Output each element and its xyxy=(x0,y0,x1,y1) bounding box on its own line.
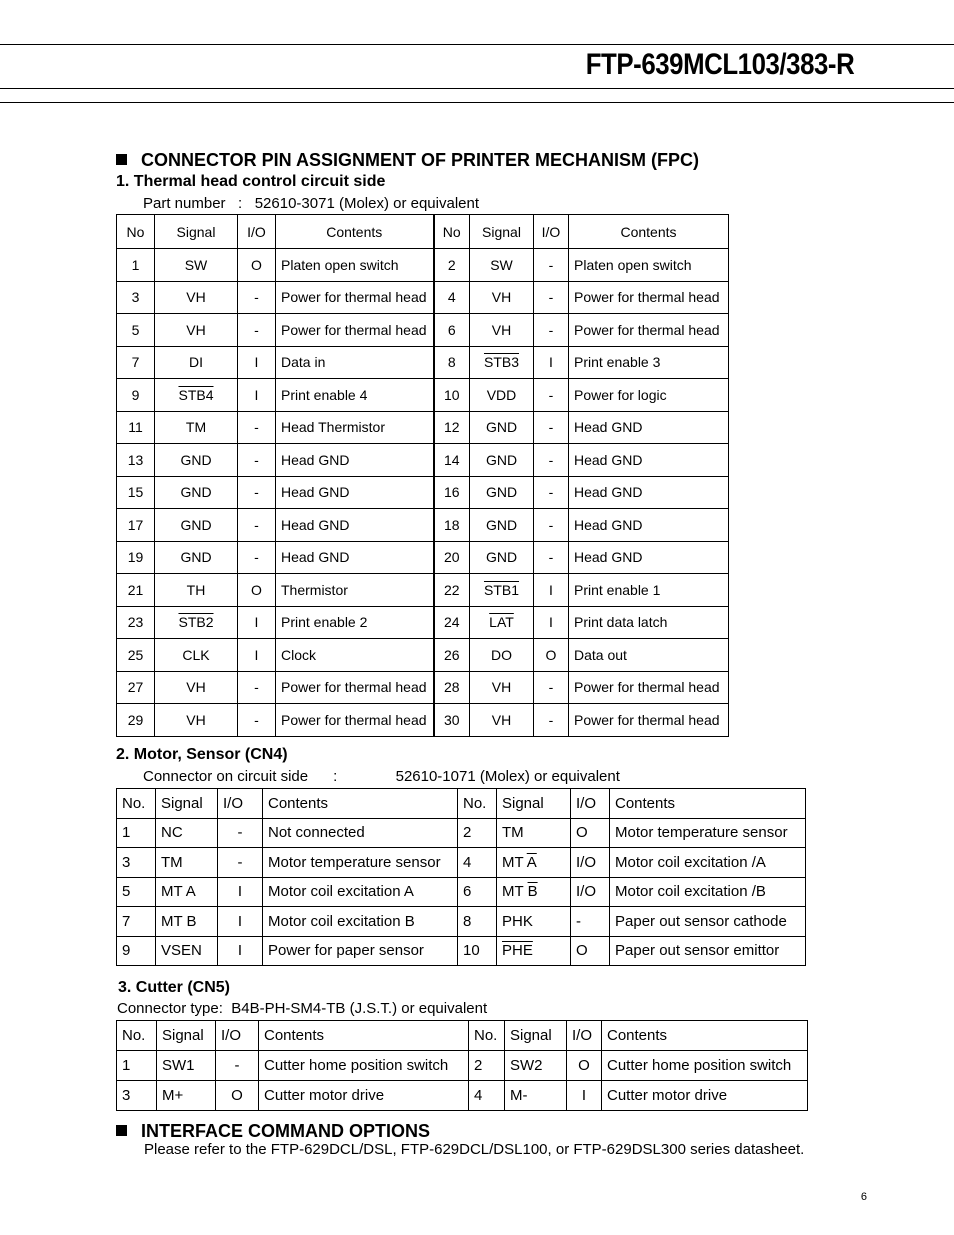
bullet-square-icon xyxy=(116,1125,127,1136)
table-cell: 16 xyxy=(434,476,470,509)
table-cell: I xyxy=(534,346,569,379)
table-cell: - xyxy=(238,444,276,477)
bullet-square-icon xyxy=(116,154,127,165)
table-cell: 5 xyxy=(117,314,155,347)
table-cell: Power for paper sensor xyxy=(263,936,458,966)
section-title: CONNECTOR PIN ASSIGNMENT OF PRINTER MECHANISM (FPC) xyxy=(141,150,700,170)
header-cell: No xyxy=(434,215,470,249)
table-row xyxy=(117,541,729,574)
table-cell: - xyxy=(571,907,610,937)
table-cell: Not connected xyxy=(263,818,458,848)
table-cell: - xyxy=(238,411,276,444)
table-cell: 2 xyxy=(469,1051,505,1081)
table-row xyxy=(117,606,729,639)
table-cell: Cutter motor drive xyxy=(259,1081,469,1111)
table-cell: - xyxy=(534,411,569,444)
table-cell: - xyxy=(218,848,263,878)
table-cell: VSEN xyxy=(156,936,218,966)
table-cell: VH xyxy=(470,281,534,314)
subheading-cutter: 3. Cutter (CN5) xyxy=(118,979,231,996)
table-cell: - xyxy=(534,281,569,314)
connector-note: Connector on circuit side : 52610-1071 (Molex) or equivalent xyxy=(143,768,620,785)
header-cell: No xyxy=(117,215,155,249)
table-cell: - xyxy=(238,541,276,574)
table-cell: I xyxy=(534,574,569,607)
table-cell: 28 xyxy=(434,671,470,704)
table-cell: 7 xyxy=(117,346,155,379)
table-cell: - xyxy=(534,541,569,574)
table-cell: I xyxy=(238,346,276,379)
table-cell xyxy=(155,606,238,639)
table-cell: 24 xyxy=(434,606,470,639)
header-rule-bottom xyxy=(0,102,954,103)
table-cell xyxy=(155,379,238,412)
table-cell: 21 xyxy=(117,574,155,607)
table-cell: Print enable 1 xyxy=(569,574,729,607)
table-cell xyxy=(470,574,534,607)
subheading-thermal-head: 1. Thermal head control circuit side xyxy=(116,173,386,190)
table-cell: Print enable 3 xyxy=(569,346,729,379)
table-row xyxy=(117,411,729,444)
table-cell: Power for thermal head xyxy=(569,704,729,737)
table-cell: 23 xyxy=(117,606,155,639)
header-cell: I/O xyxy=(571,789,610,819)
table-cell: - xyxy=(238,314,276,347)
table-cell: - xyxy=(534,671,569,704)
table-cell: 11 xyxy=(117,411,155,444)
header-cell: No. xyxy=(117,789,156,819)
table-cell: Head GND xyxy=(276,509,434,542)
table-row xyxy=(117,476,729,509)
table-row xyxy=(117,818,806,848)
table-cell: GND xyxy=(470,411,534,444)
thermal-head-pin-table xyxy=(116,214,729,737)
table-cell: 6 xyxy=(434,314,470,347)
table-cell: 14 xyxy=(434,444,470,477)
table-cell: 18 xyxy=(434,509,470,542)
table-cell: 4 xyxy=(434,281,470,314)
table-cell: VH xyxy=(155,281,238,314)
table-cell: 8 xyxy=(458,907,497,937)
table-cell: VH xyxy=(470,704,534,737)
table-cell: GND xyxy=(155,476,238,509)
table-cell: Print enable 2 xyxy=(276,606,434,639)
table-cell: DI xyxy=(155,346,238,379)
table-cell: VH xyxy=(470,671,534,704)
table-cell: O xyxy=(216,1081,259,1111)
table-cell: PHK xyxy=(497,907,571,937)
table-cell: Motor coil excitation A xyxy=(263,877,458,907)
overline-signal: $\overline{LAT}$ xyxy=(489,614,514,631)
header-cell: I/O xyxy=(218,789,263,819)
table-cell: 19 xyxy=(117,541,155,574)
table-cell: Head GND xyxy=(276,476,434,509)
table-row xyxy=(117,249,729,282)
table-cell: Power for thermal head xyxy=(569,281,729,314)
table-cell: O xyxy=(567,1051,602,1081)
table-cell: CLK xyxy=(155,639,238,672)
header-cell: No. xyxy=(117,1021,157,1051)
table-cell: SW2 xyxy=(505,1051,567,1081)
table-cell: GND xyxy=(155,541,238,574)
table-cell xyxy=(470,606,534,639)
table-row xyxy=(117,936,806,966)
header-cell: Contents xyxy=(610,789,806,819)
table-cell: O xyxy=(571,818,610,848)
table-row xyxy=(117,281,729,314)
header-cell: Signal xyxy=(156,789,218,819)
table-cell: - xyxy=(238,704,276,737)
table-row xyxy=(117,379,729,412)
table-cell: I xyxy=(534,606,569,639)
table-row xyxy=(117,848,806,878)
header-cell: Contents xyxy=(569,215,729,249)
table-row xyxy=(117,704,729,737)
table-header-row xyxy=(117,1021,808,1051)
table-cell: Motor coil excitation /A xyxy=(610,848,806,878)
table-cell: I/O xyxy=(571,848,610,878)
table-cell: TM xyxy=(497,818,571,848)
section-title: INTERFACE COMMAND OPTIONS xyxy=(141,1121,431,1141)
table-cell: 3 xyxy=(117,281,155,314)
header-cell: Contents xyxy=(602,1021,808,1051)
header-rule-middle xyxy=(0,88,954,89)
table-cell: Head Thermistor xyxy=(276,411,434,444)
table-cell: GND xyxy=(155,444,238,477)
table-header-row xyxy=(117,789,806,819)
table-cell: Platen open switch xyxy=(569,249,729,282)
header-cell: I/O xyxy=(216,1021,259,1051)
table-cell: SW xyxy=(470,249,534,282)
table-cell: I xyxy=(218,877,263,907)
table-cell: SW xyxy=(155,249,238,282)
table-cell: - xyxy=(238,671,276,704)
table-cell: Paper out sensor cathode xyxy=(610,907,806,937)
table-cell: Power for thermal head xyxy=(276,281,434,314)
cutter-pin-table xyxy=(116,1020,808,1111)
table-cell: GND xyxy=(470,541,534,574)
table-cell: - xyxy=(534,249,569,282)
table-cell: I xyxy=(238,639,276,672)
table-cell: 4 xyxy=(458,848,497,878)
table-cell: 2 xyxy=(458,818,497,848)
table-cell: Head GND xyxy=(276,444,434,477)
table-cell: Motor coil excitation /B xyxy=(610,877,806,907)
motor-sensor-pin-table xyxy=(116,788,806,966)
overline-signal: STB4 xyxy=(178,386,214,403)
table-cell: 8 xyxy=(434,346,470,379)
table-cell: Motor temperature sensor xyxy=(263,848,458,878)
table-cell: M- xyxy=(505,1081,567,1111)
table-cell: 17 xyxy=(117,509,155,542)
overline-signal: $\overline{A}$ xyxy=(526,853,537,871)
table-cell: Data in xyxy=(276,346,434,379)
table-cell: 26 xyxy=(434,639,470,672)
table-cell: - xyxy=(534,314,569,347)
table-cell: I xyxy=(218,936,263,966)
table-cell: Thermistor xyxy=(276,574,434,607)
table-cell: 10 xyxy=(434,379,470,412)
table-cell: Power for thermal head xyxy=(276,314,434,347)
subheading-motor-sensor: 2. Motor, Sensor (CN4) xyxy=(116,746,288,763)
table-cell: 5 xyxy=(117,877,156,907)
table-cell: TM xyxy=(155,411,238,444)
header-rule-top xyxy=(0,44,954,45)
table-cell: Head GND xyxy=(569,509,729,542)
table-cell: - xyxy=(238,509,276,542)
table-cell: 1 xyxy=(117,249,155,282)
table-cell: - xyxy=(534,704,569,737)
header-cell: Contents xyxy=(276,215,434,249)
table-cell: MT B xyxy=(156,907,218,937)
part-number-note: Part number : 52610-3071 (Molex) or equivalent xyxy=(143,195,480,212)
table-cell: I/O xyxy=(571,877,610,907)
table-cell xyxy=(470,346,534,379)
table-cell: - xyxy=(534,444,569,477)
table-cell: Print data latch xyxy=(569,606,729,639)
table-cell xyxy=(497,936,571,966)
table-row xyxy=(117,509,729,542)
header-cell: Signal xyxy=(470,215,534,249)
table-cell: GND xyxy=(155,509,238,542)
section-heading-connector xyxy=(116,150,699,171)
header-cell: I/O xyxy=(567,1021,602,1051)
table-row xyxy=(117,1081,808,1111)
connector-type-note: Connector type: B4B-PH-SM4-TB (J.S.T.) or equivalent xyxy=(117,1000,488,1017)
table-row xyxy=(117,907,806,937)
table-cell: - xyxy=(534,509,569,542)
table-cell: 7 xyxy=(117,907,156,937)
table-cell: Cutter motor drive xyxy=(602,1081,808,1111)
table-cell: Power for thermal head xyxy=(276,671,434,704)
table-cell: 22 xyxy=(434,574,470,607)
table-cell: - xyxy=(534,379,569,412)
overline-signal: STB1 xyxy=(483,581,519,598)
table-row xyxy=(117,1051,808,1081)
section-heading-interface xyxy=(116,1121,430,1142)
table-cell: Paper out sensor emittor xyxy=(610,936,806,966)
table-cell: - xyxy=(218,818,263,848)
table-cell: 13 xyxy=(117,444,155,477)
table-cell: I xyxy=(238,379,276,412)
table-row xyxy=(117,346,729,379)
table-cell: O xyxy=(238,574,276,607)
header-cell: No. xyxy=(469,1021,505,1051)
table-cell: MT $\overline{A}$ xyxy=(497,848,571,878)
table-cell: Head GND xyxy=(276,541,434,574)
header-cell: Signal xyxy=(505,1021,567,1051)
table-cell: GND xyxy=(470,444,534,477)
table-cell: 9 xyxy=(117,379,155,412)
table-cell: TH xyxy=(155,574,238,607)
table-cell: 1 xyxy=(117,1051,157,1081)
table-cell: I xyxy=(218,907,263,937)
header-cell: I/O xyxy=(534,215,569,249)
table-cell: NC xyxy=(156,818,218,848)
table-cell: 3 xyxy=(117,848,156,878)
header-cell: Signal xyxy=(497,789,571,819)
table-cell: Motor temperature sensor xyxy=(610,818,806,848)
table-cell: Head GND xyxy=(569,411,729,444)
table-cell: M+ xyxy=(157,1081,216,1111)
table-cell: 12 xyxy=(434,411,470,444)
header-cell: No. xyxy=(458,789,497,819)
table-cell: - xyxy=(216,1051,259,1081)
table-cell: 3 xyxy=(117,1081,157,1111)
table-cell: Power for thermal head xyxy=(276,704,434,737)
table-cell: O xyxy=(238,249,276,282)
table-header-row xyxy=(117,215,729,249)
header-cell: Signal xyxy=(157,1021,216,1051)
table-cell: VH xyxy=(155,704,238,737)
table-cell: - xyxy=(238,476,276,509)
table-cell: - xyxy=(238,281,276,314)
table-cell: Clock xyxy=(276,639,434,672)
table-cell: GND xyxy=(470,476,534,509)
overline-signal: $\overline{PHE}$ xyxy=(502,942,533,960)
table-row xyxy=(117,444,729,477)
table-cell: 1 xyxy=(117,818,156,848)
document-title: FTP-639MCL103/383-R xyxy=(585,48,854,81)
table-cell: 30 xyxy=(434,704,470,737)
table-cell: I xyxy=(238,606,276,639)
table-row xyxy=(117,639,729,672)
table-cell: VH xyxy=(155,671,238,704)
header-cell: Contents xyxy=(259,1021,469,1051)
table-cell: SW1 xyxy=(157,1051,216,1081)
table-cell: Cutter home position switch xyxy=(259,1051,469,1081)
table-cell: Motor coil excitation B xyxy=(263,907,458,937)
table-row xyxy=(117,671,729,704)
header-cell: Contents xyxy=(263,789,458,819)
table-cell: Power for logic xyxy=(569,379,729,412)
table-cell: Platen open switch xyxy=(276,249,434,282)
table-cell: Head GND xyxy=(569,476,729,509)
table-cell: 2 xyxy=(434,249,470,282)
table-cell: VH xyxy=(470,314,534,347)
interface-note: Please refer to the FTP-629DCL/DSL, FTP-629DCL/DSL100, or FTP-629DSL300 series datasheet. xyxy=(144,1141,805,1158)
overline-signal: $\overline{B}$ xyxy=(527,883,538,901)
table-row xyxy=(117,574,729,607)
table-cell: GND xyxy=(470,509,534,542)
table-cell: 20 xyxy=(434,541,470,574)
table-cell: Power for thermal head xyxy=(569,671,729,704)
table-cell: MT $\overline{B}$ xyxy=(497,877,571,907)
table-cell: O xyxy=(571,936,610,966)
table-cell: 9 xyxy=(117,936,156,966)
table-cell: MT A xyxy=(156,877,218,907)
overline-signal: STB3 xyxy=(483,354,519,371)
table-cell: Data out xyxy=(569,639,729,672)
table-cell: DO xyxy=(470,639,534,672)
table-cell: Power for thermal head xyxy=(569,314,729,347)
table-cell: VH xyxy=(155,314,238,347)
table-cell: Head GND xyxy=(569,444,729,477)
table-cell: Cutter home position switch xyxy=(602,1051,808,1081)
header-cell: I/O xyxy=(238,215,276,249)
overline-signal: STB2 xyxy=(178,614,214,631)
table-cell: VDD xyxy=(470,379,534,412)
table-cell: 10 xyxy=(458,936,497,966)
table-cell: - xyxy=(534,476,569,509)
table-cell: 27 xyxy=(117,671,155,704)
table-cell: 6 xyxy=(458,877,497,907)
table-row xyxy=(117,877,806,907)
table-cell: 15 xyxy=(117,476,155,509)
table-cell: 4 xyxy=(469,1081,505,1111)
table-cell: I xyxy=(567,1081,602,1111)
page-number: 6 xyxy=(860,1191,867,1203)
table-cell: 29 xyxy=(117,704,155,737)
table-cell: 25 xyxy=(117,639,155,672)
table-cell: Head GND xyxy=(569,541,729,574)
header-cell: Signal xyxy=(155,215,238,249)
table-row xyxy=(117,314,729,347)
table-cell: O xyxy=(534,639,569,672)
table-cell: TM xyxy=(156,848,218,878)
table-cell: Print enable 4 xyxy=(276,379,434,412)
